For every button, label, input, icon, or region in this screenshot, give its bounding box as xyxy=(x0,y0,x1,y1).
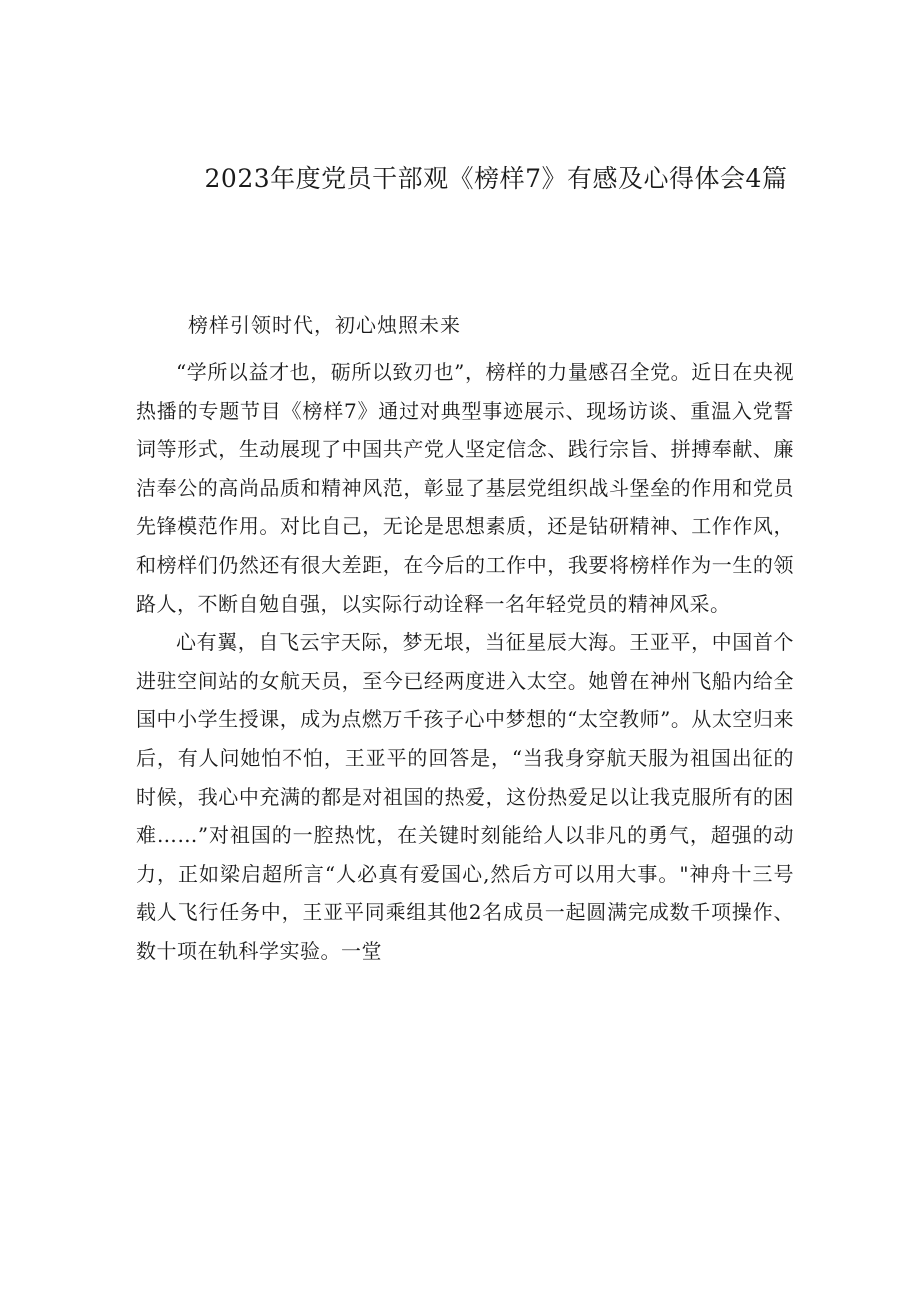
paragraph: 心有翼，自飞云宇天际，梦无垠，当征星辰大海。王亚平，中国首个进驻空间站的女航天员，至今已经两度进入太空。她曾在神州飞船内给全国中小学生授课，成为点燃万千孩子心中梦想的“太空教师”。从太空归来后，有人问她怕不怕，王亚平的回答是，“当我身穿航天服为祖国出征的时候，我心中充满的都是对祖国的热爱，这份热爱足以让我克服所有的困难……”对祖国的一腔热忱，在关键时刻能给人以非凡的勇气，超强的动力，正如梁启超所言“人必真有爱国心,然后方可以用大事。"神舟十三号载人飞行任务中，王亚平同乘组其他2名成员一起圆满完成数千项操作、数十项在轨科学实验。一堂 xyxy=(136,630,794,963)
section-heading: 榜样引领时代，初心烛照未来 xyxy=(188,313,461,337)
body-text xyxy=(136,353,794,971)
paragraph: “学所以益才也，砺所以致刃也”，榜样的力量感召全党。近日在央视热播的专题节目《榜样7》通过对典型事迹展示、现场访谈、重温入党誓词等形式，生动展现了中国共产党人坚定信念、践行宗旨、拼搏奉献、廉洁奉公的高尚品质和精神风范，彰显了基层党组织战斗堡垒的作用和党员先锋模范作用。对比自己，无论是思想素质，还是钻研精神、工作作风，和榜样们仍然还有很大差距，在今后的工作中，我要将榜样作为一生的领路人，不断自勉自强，以实际行动诠释一名年轻党员的精神风采。 xyxy=(136,360,794,616)
document-title: 2023年度党员干部观《榜样7》有感及心得体会4篇 xyxy=(204,164,788,193)
